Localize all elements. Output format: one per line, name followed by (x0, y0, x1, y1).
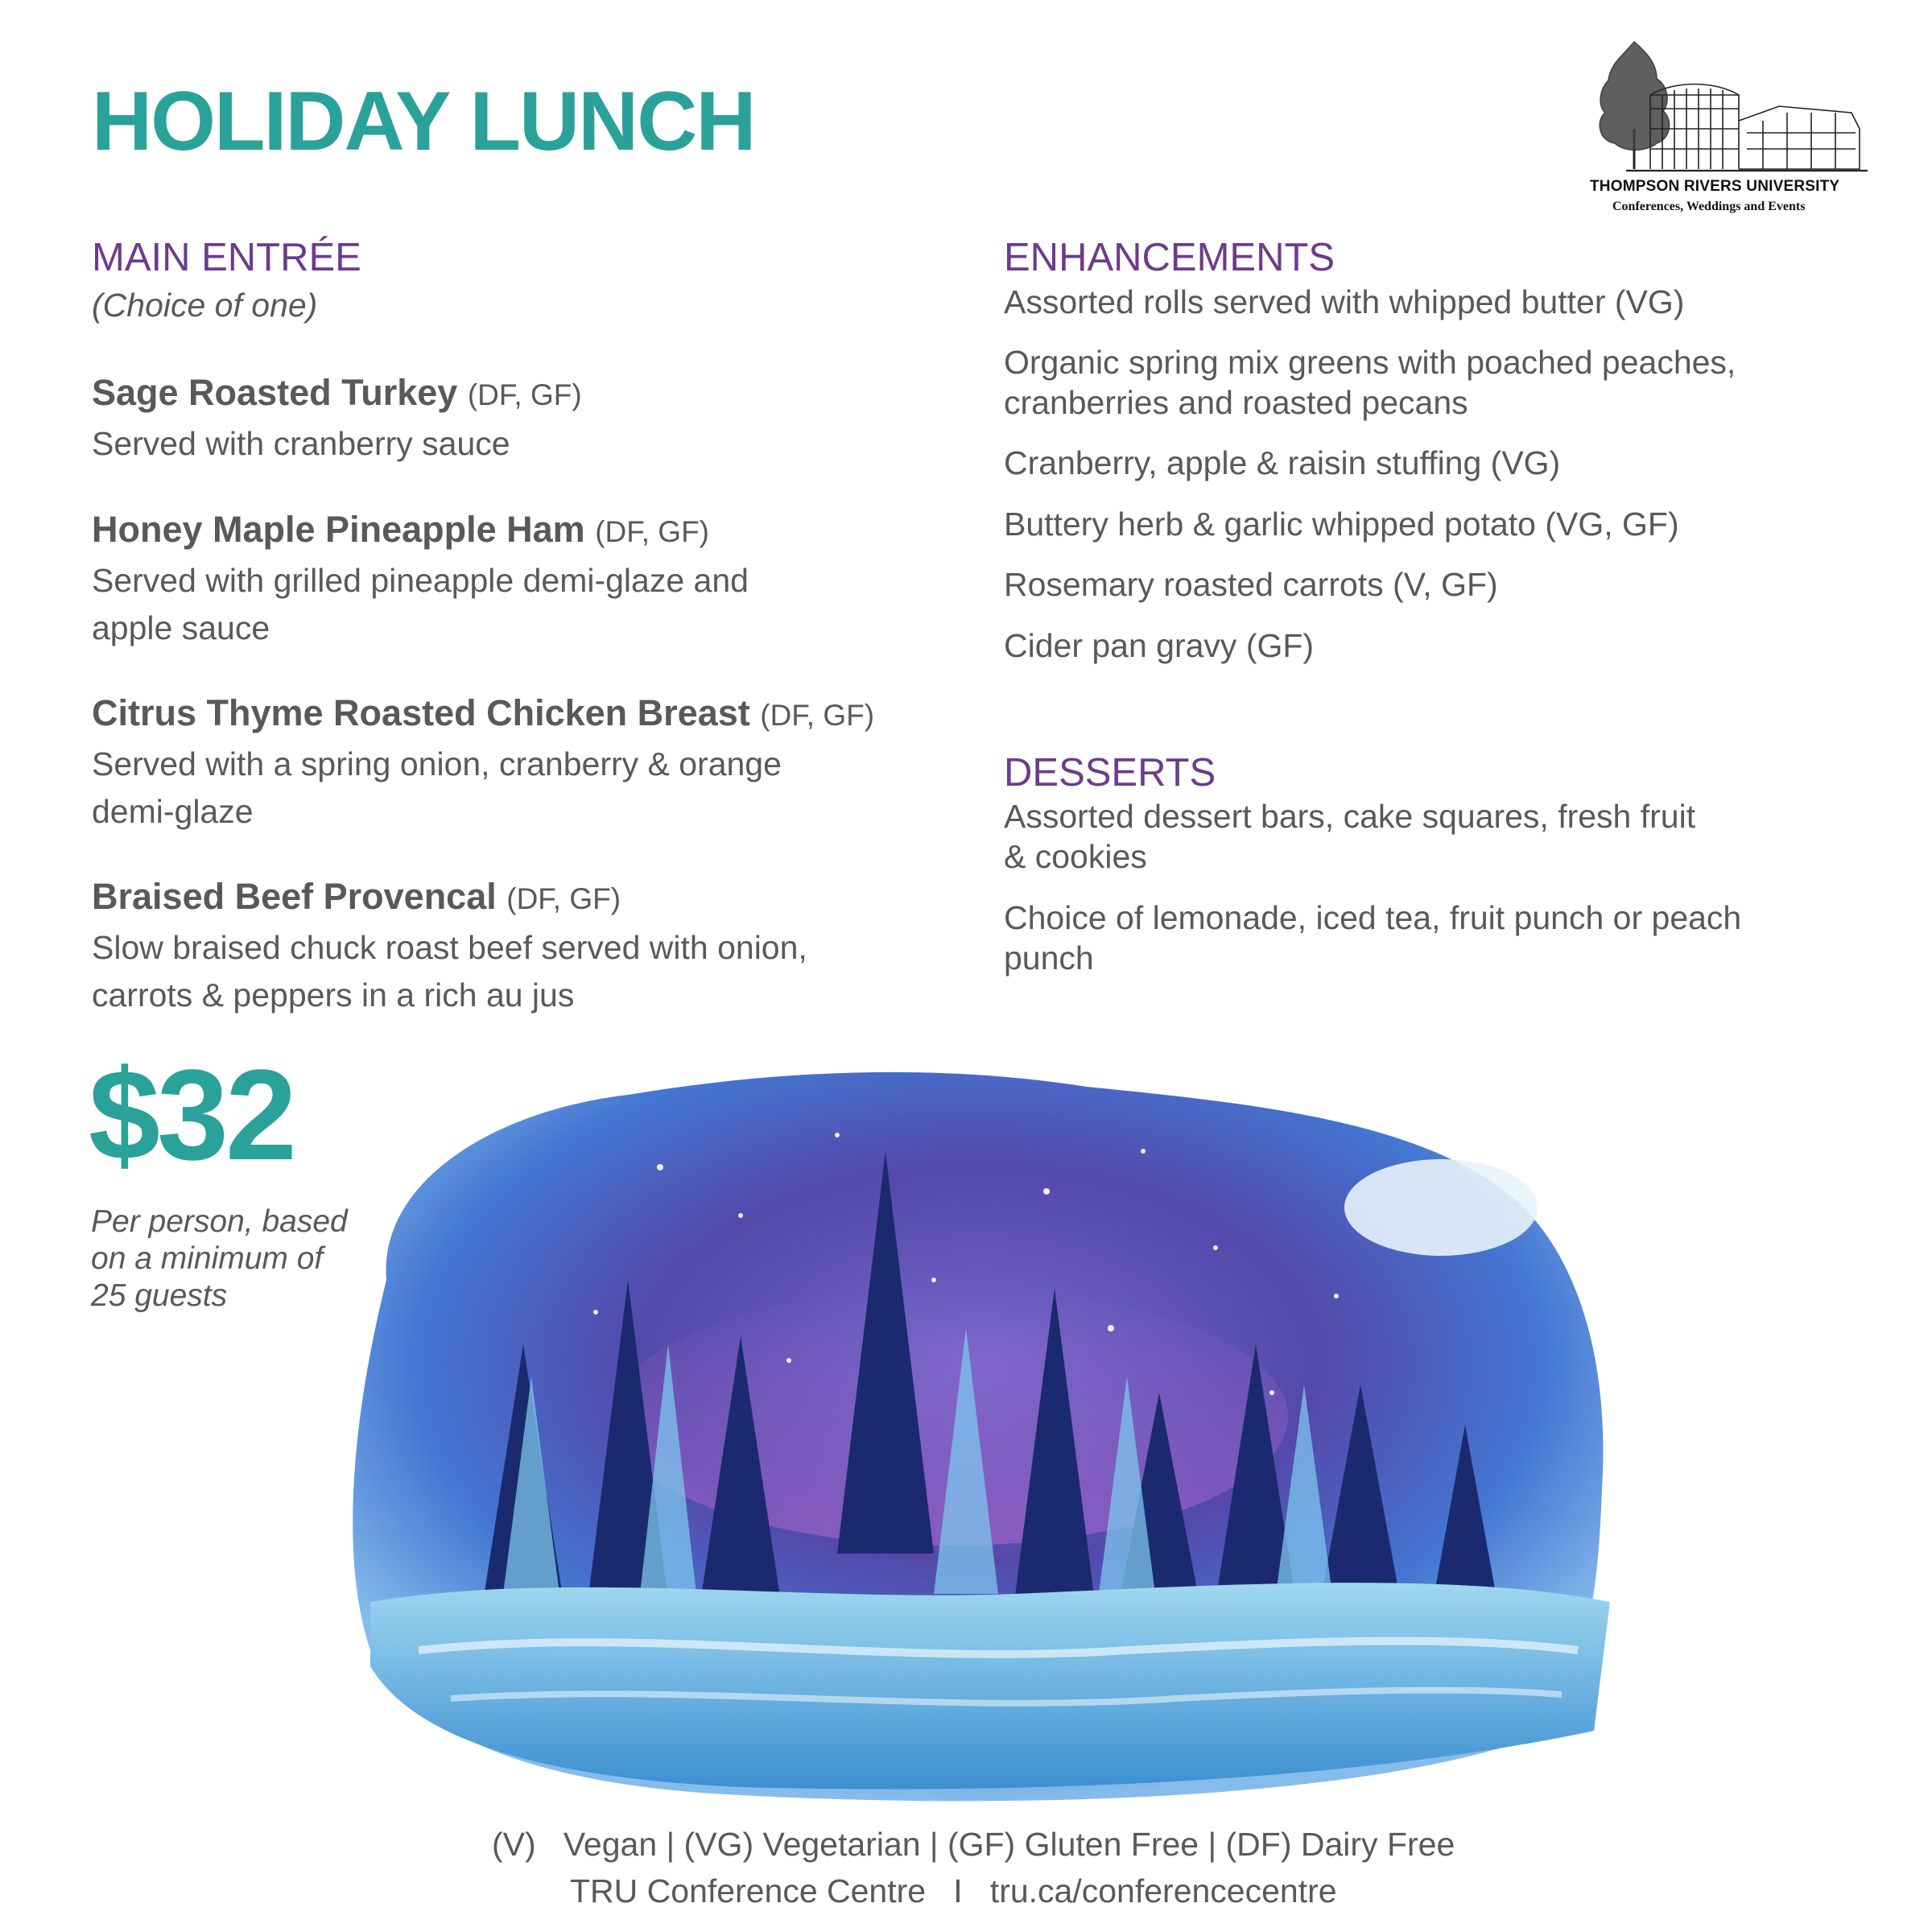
price-note-line: 25 guests (91, 1278, 228, 1313)
logo-university-name: THOMPSON RIVERS UNIVERSITY (1590, 178, 1840, 195)
desc-line: carrots & peppers in a rich au jus (92, 976, 575, 1013)
building-tree-sketch-icon (1578, 32, 1884, 225)
winter-forest-illustration (322, 1038, 1674, 1819)
dessert-line: Assorted dessert bars, cake squares, fresh fruit (1004, 798, 1696, 835)
entree-item-title: Braised Beef Provencal (92, 876, 497, 917)
enhancement-line: Cranberry, apple & raisin stuffing (VG) (1004, 444, 1561, 481)
contact-line: TRU Conference Centre I tru.ca/conferencecentre (570, 1872, 1337, 1909)
entree-item-name (92, 372, 582, 414)
entree-item-tags: (DF, GF) (467, 378, 582, 411)
enhancement-line: cranberries and roasted pecans (1004, 384, 1468, 421)
entree-item-title: Citrus Thyme Roasted Chicken Breast (92, 692, 750, 733)
dessert-line: & cookies (1004, 838, 1147, 875)
entree-item-desc (92, 924, 807, 1019)
enhancement-item (1004, 564, 1498, 605)
entree-item-desc (92, 741, 782, 836)
entree-item-title: Honey Maple Pineapple Ham (92, 509, 585, 550)
enhancement-item (1004, 342, 1736, 423)
entree-item-desc (92, 557, 749, 652)
entree-item-tags: (DF, GF) (506, 882, 621, 915)
entree-item-title: Sage Roasted Turkey (92, 372, 458, 413)
entree-item-name (92, 876, 621, 918)
enhancement-item (1004, 625, 1314, 666)
main-entree-heading: MAIN ENTRÉE (92, 236, 361, 279)
enhancement-line: Assorted rolls served with whipped butter (VG) (1004, 283, 1685, 320)
price-note (91, 1203, 357, 1315)
dessert-item (1004, 898, 1741, 978)
dessert-item (1004, 796, 1695, 877)
desc-line: Slow braised chuck roast beef served with onion, (92, 929, 807, 966)
price-note-line: on a minimum of (91, 1241, 324, 1276)
desc-line: Served with a spring onion, cranberry & orange (92, 745, 782, 782)
desc-line: apple sauce (92, 609, 270, 646)
dietary-legend: (V) Vegan | (VG) Vegetarian | (GF) Gluten Free | (DF) Dairy Free (492, 1826, 1455, 1863)
entree-item-desc (92, 420, 510, 468)
enhancement-line: Cider pan gravy (GF) (1004, 627, 1315, 664)
price: $32 (89, 1042, 294, 1187)
enhancement-line: Buttery herb & garlic whipped potato (VG, GF) (1004, 506, 1679, 543)
desc-line: Served with grilled pineapple demi-glaze and (92, 562, 749, 599)
enhancement-item (1004, 504, 1679, 544)
dessert-line: Choice of lemonade, iced tea, fruit punch or peach (1004, 899, 1742, 936)
entree-item-tags: (DF, GF) (760, 699, 875, 732)
entree-item-tags: (DF, GF) (595, 515, 709, 548)
enhancements-heading: ENHANCEMENTS (1004, 236, 1335, 279)
dessert-line: punch (1004, 939, 1094, 976)
desserts-heading: DESSERTS (1004, 751, 1216, 795)
entree-item-name (92, 692, 874, 734)
page-title: HOLIDAY LUNCH (92, 75, 755, 168)
logo-subtitle: Conferences, Weddings and Events (1612, 200, 1806, 213)
main-entree-note: (Choice of one) (92, 287, 318, 324)
enhancement-line: Organic spring mix greens with poached peaches, (1004, 344, 1736, 381)
desc-line: demi-glaze (92, 793, 254, 830)
enhancement-line: Rosemary roasted carrots (V, GF) (1004, 566, 1498, 603)
price-note-line: Per person, based (91, 1204, 348, 1239)
desc-line: Served with cranberry sauce (92, 425, 510, 462)
entree-item-name (92, 509, 709, 551)
enhancement-item (1004, 443, 1560, 483)
enhancement-item (1004, 282, 1684, 322)
